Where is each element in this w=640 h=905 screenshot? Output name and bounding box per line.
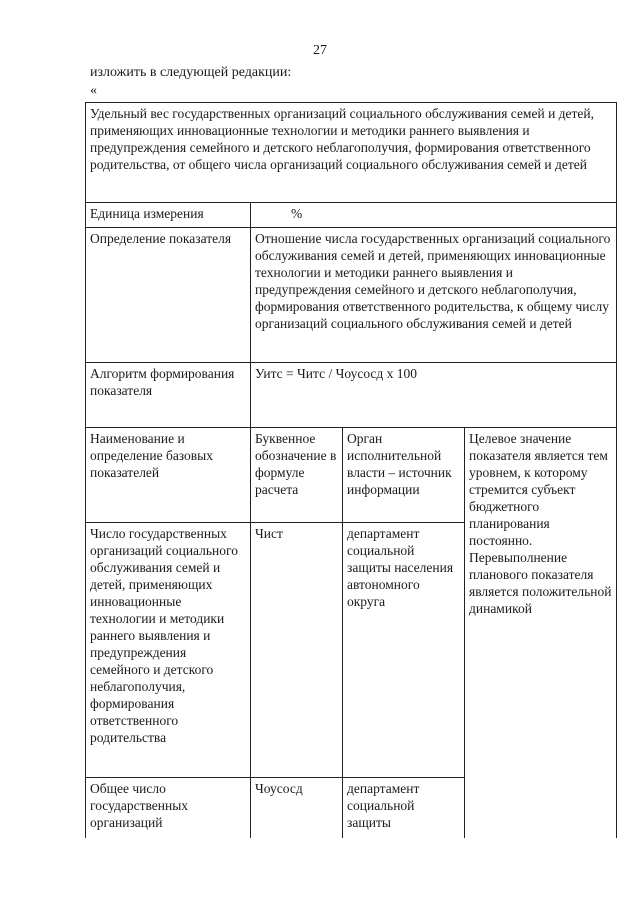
base-source-header: Орган исполнительной власти – источник информации <box>343 428 465 523</box>
indicator-table <box>85 102 617 838</box>
base-row-1-letter: Чист <box>251 523 343 778</box>
unit-value: % <box>251 203 617 228</box>
base-row-2-name: Общее число государственных организаций <box>86 778 251 839</box>
base-row-2-letter: Чоусосд <box>251 778 343 839</box>
target-value-note: Целевое значение показателя является тем уровнем, к которому стремится субъект бюджетного планирования постоянно. Перевыполнение планового показателя является положительной динамикой <box>465 428 617 839</box>
unit-label: Единица измерения <box>86 203 251 228</box>
intro-text: изложить в следующей редакции: <box>90 65 292 80</box>
opening-quote: « <box>90 83 97 98</box>
base-name-header: Наименование и определение базовых показателей <box>86 428 251 523</box>
base-row-2-source: департамент социальной защиты <box>343 778 465 839</box>
definition-value: Отношение числа государственных организаций социального обслуживания семей и детей, применяющих инновационные технологии и методики раннего выявления и предупреждения семейного и детского неблагополучия, формирования ответственного родительства, к общему числу организаций социального обслуживания семей и детей <box>251 228 617 363</box>
algorithm-label: Алгоритм формирования показателя <box>86 363 251 428</box>
page-number: 27 <box>313 43 327 58</box>
algorithm-formula: Уитс = Читс / Чоусосд х 100 <box>251 363 617 428</box>
indicator-title: Удельный вес государственных организаций социального обслуживания семей и детей, применяющих инновационные технологии и методики раннего выявления и предупреждения семейного и детского неблагополучия, формирования ответственного родительства, от общего числа организаций социального обслуживания семей и детей <box>86 103 617 203</box>
definition-row <box>86 228 617 363</box>
definition-label: Определение показателя <box>86 228 251 363</box>
algorithm-row <box>86 363 617 428</box>
indicator-title-row <box>86 103 617 203</box>
base-row-1-source: департамент социальной защиты населения автономного округа <box>343 523 465 778</box>
base-letter-header: Буквенное обозначение в формуле расчета <box>251 428 343 523</box>
base-row-1-name: Число государственных организаций социального обслуживания семей и детей, применяющих инновационные технологии и методики раннего выявления и предупреждения семейного и детского неблагополучия, формирования ответственного родительства <box>86 523 251 778</box>
base-header-row <box>86 428 617 523</box>
unit-row <box>86 203 617 228</box>
